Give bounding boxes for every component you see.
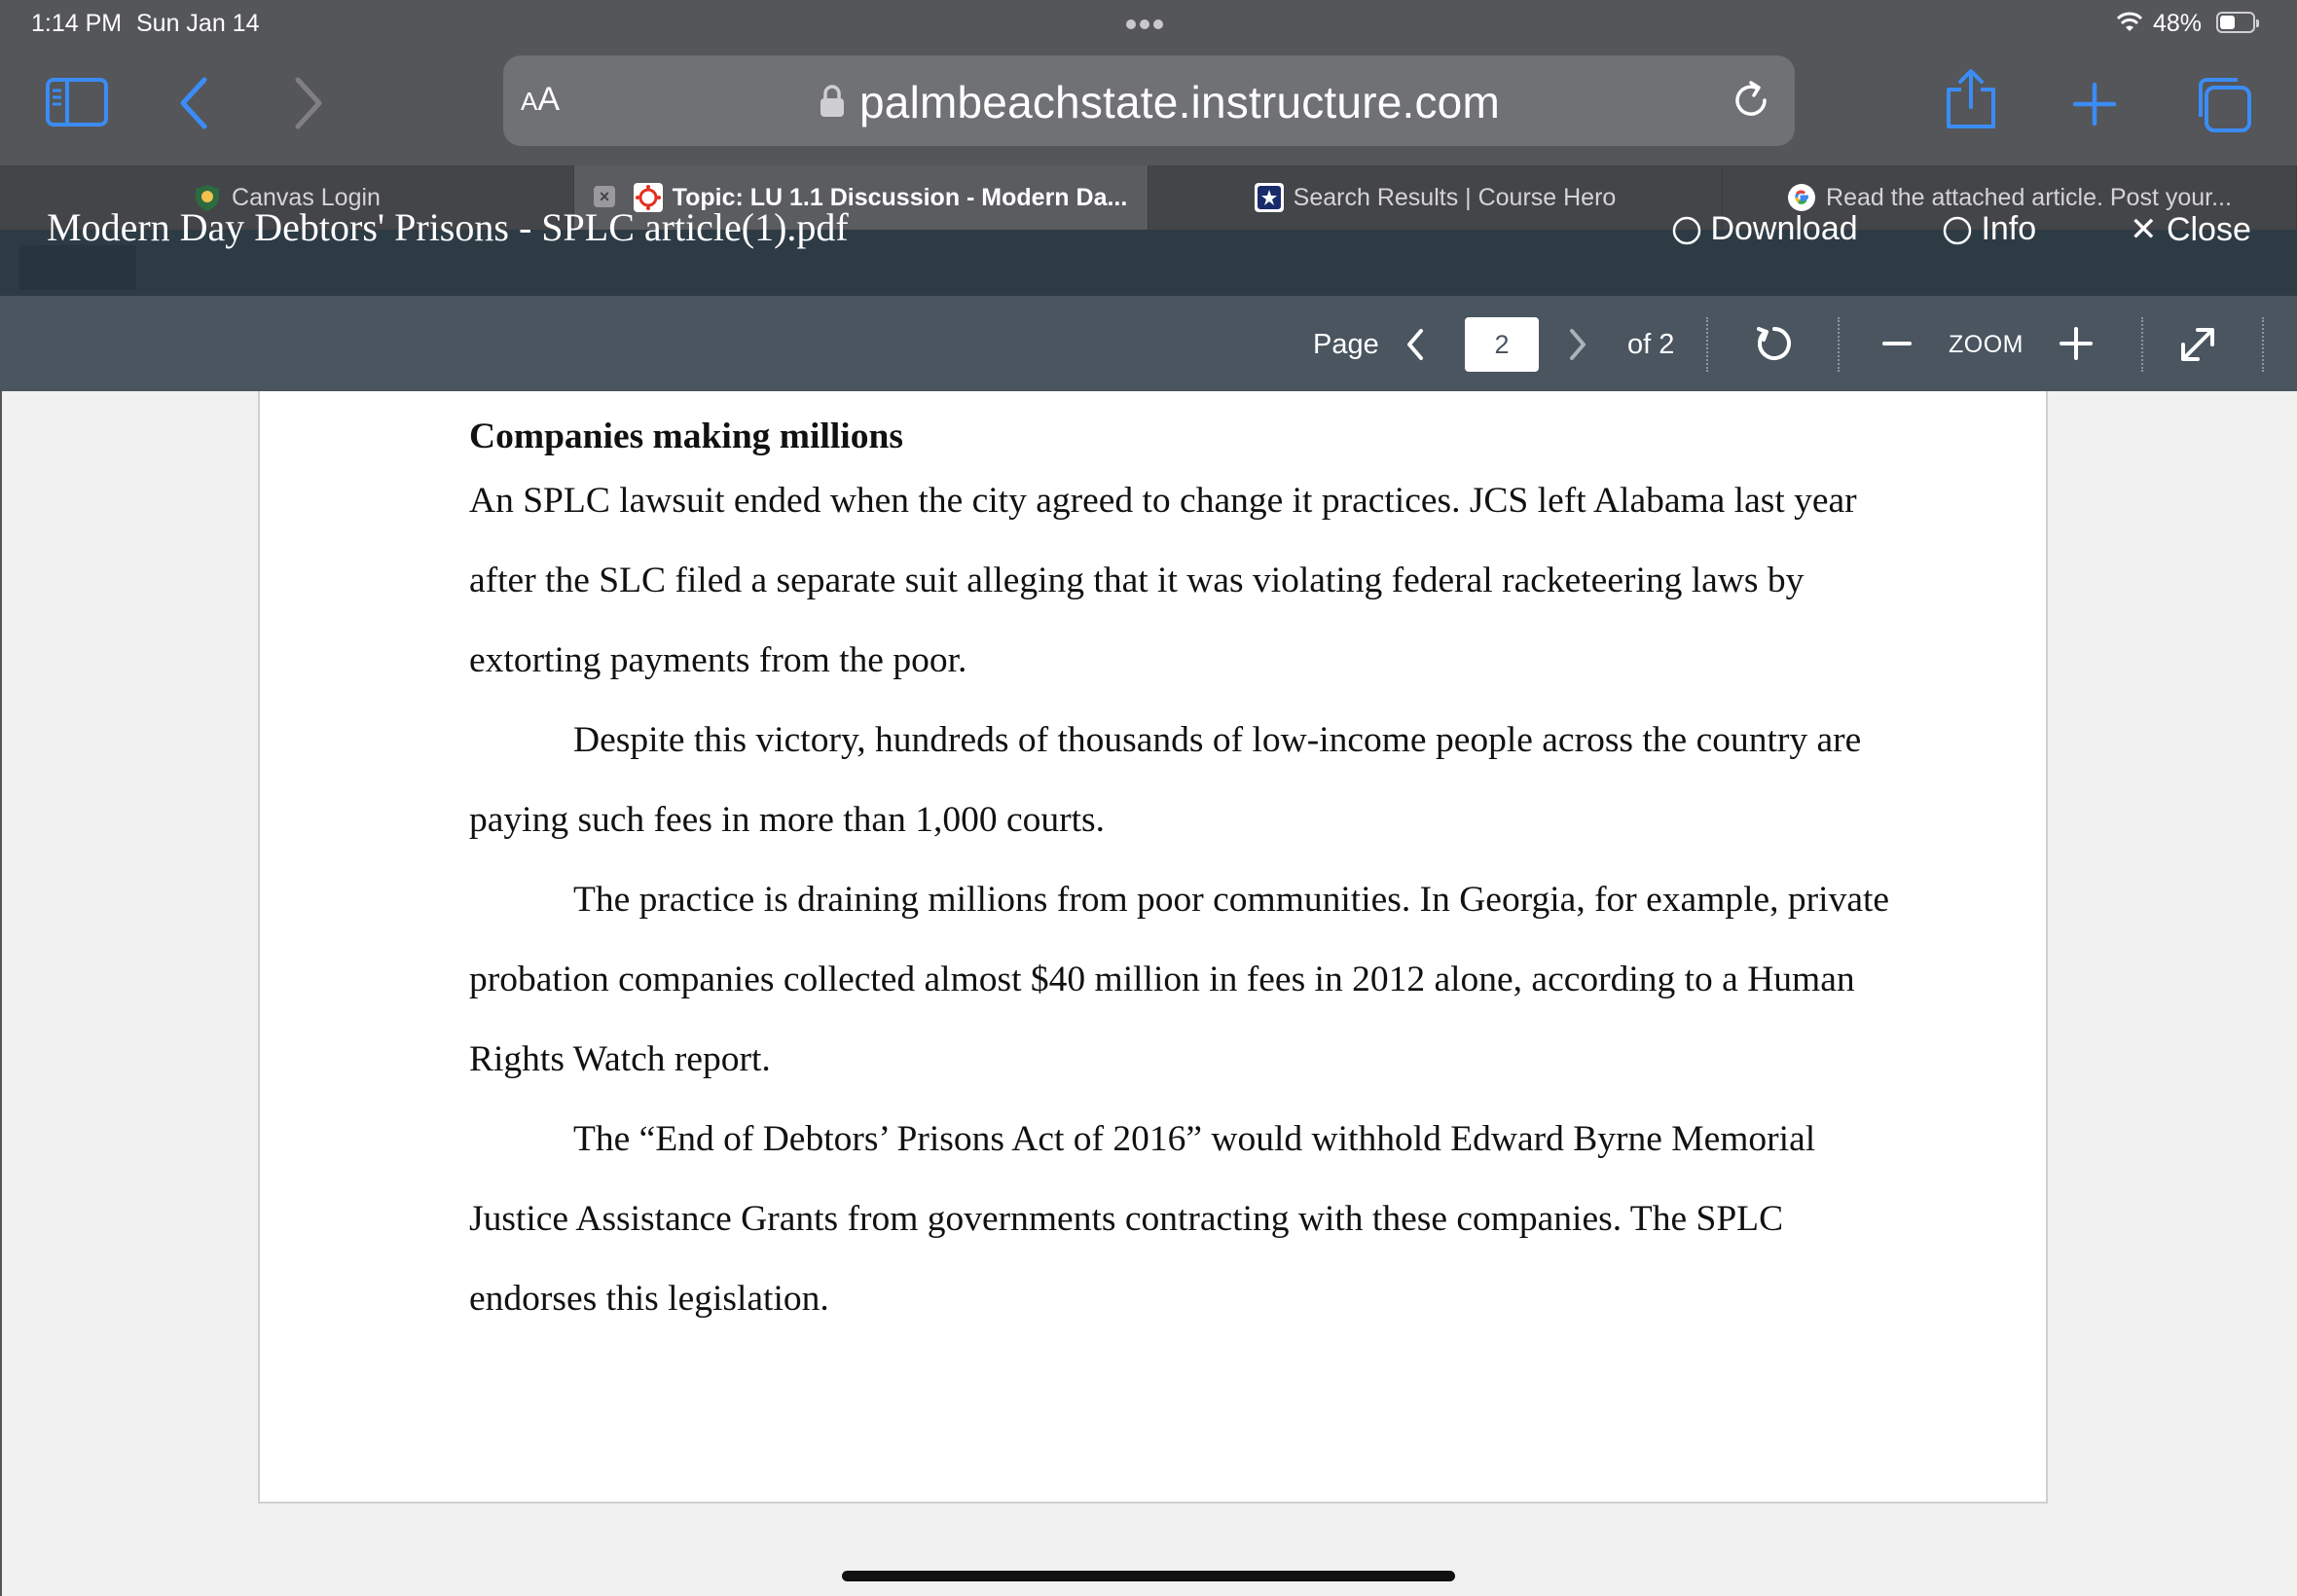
battery-percent: 48% xyxy=(2153,10,2203,37)
zoom-label: ZOOM xyxy=(1949,331,2024,358)
info-icon xyxy=(1943,216,1972,245)
paragraph: An SPLC lawsuit ended when the city agreed to change it practices. JCS left Alabama last year after the SLC filed a separate suit alleging that it was violating federal racketeering laws by extorting payments from the poor. xyxy=(469,481,1857,680)
close-label: Close xyxy=(2166,211,2251,248)
google-icon xyxy=(1787,183,1816,212)
next-page-icon[interactable] xyxy=(1564,325,1591,364)
download-label: Download xyxy=(1710,210,1858,247)
file-header xyxy=(0,205,2297,296)
toolbar-divider xyxy=(1706,317,1708,372)
paragraph: Despite this victory, hundreds of thousands of low-income people across the country are paying such fees in more than 1,000 courts. xyxy=(469,720,1862,840)
address-bar[interactable] xyxy=(503,55,1795,146)
page-count-label: of 2 xyxy=(1627,329,1675,360)
document-viewer[interactable] xyxy=(0,391,2297,1596)
section-heading: Companies making millions xyxy=(469,417,903,456)
zoom-in-icon[interactable] xyxy=(2058,323,2095,364)
multitasking-dots-icon[interactable] xyxy=(1126,17,1173,28)
battery-icon xyxy=(2216,12,2255,33)
file-thumbnail xyxy=(19,245,136,290)
pdf-toolbar xyxy=(0,296,2297,391)
lock-icon xyxy=(820,85,845,118)
toolbar-divider xyxy=(2141,317,2143,372)
tab-label: Read the attached article. Post your... xyxy=(1826,183,2232,211)
share-icon[interactable] xyxy=(1945,68,1997,130)
fullscreen-expand-icon[interactable] xyxy=(2178,325,2217,364)
close-button[interactable] xyxy=(2130,210,2251,249)
file-name: Modern Day Debtors' Prisons - SPLC article(1).pdf xyxy=(47,205,849,249)
tab-label: Canvas Login xyxy=(232,183,381,211)
page-number-input[interactable] xyxy=(1465,317,1539,372)
url-text[interactable]: palmbeachstate.instructure.com xyxy=(859,77,1500,127)
page-label: Page xyxy=(1313,329,1379,360)
info-label: Info xyxy=(1981,210,2037,247)
status-bar xyxy=(0,0,2297,47)
close-icon: ✕ xyxy=(2130,211,2158,248)
tab-label: Search Results | Course Hero xyxy=(1293,183,1617,211)
status-date: Sun Jan 14 xyxy=(136,10,260,37)
info-button[interactable] xyxy=(1943,210,2036,248)
tab-course-hero[interactable] xyxy=(1148,165,1723,230)
toolbar-divider xyxy=(1838,317,1840,372)
reload-icon[interactable] xyxy=(1730,79,1772,122)
toolbar-divider xyxy=(2262,317,2264,372)
new-tab-plus-icon[interactable] xyxy=(2071,81,2118,127)
home-indicator[interactable] xyxy=(842,1571,1455,1581)
download-icon xyxy=(1672,216,1701,245)
tabs-overview-icon[interactable] xyxy=(2193,74,2253,134)
download-button[interactable] xyxy=(1672,210,1858,248)
tab-label: Topic: LU 1.1 Discussion - Modern Da... xyxy=(672,183,1128,211)
paragraph: The practice is draining millions from poor communities. In Georgia, for example, private probation companies collected almost $40 million in fees in 2012 alone, according to a Human Rights Watch report. xyxy=(469,880,1890,1079)
pdf-page xyxy=(258,391,2048,1504)
battery-fill xyxy=(2220,16,2235,29)
text-size-button[interactable]: AA xyxy=(521,81,561,118)
rotate-icon[interactable] xyxy=(1754,323,1795,364)
wifi-icon xyxy=(2115,10,2144,33)
previous-page-icon[interactable] xyxy=(1402,325,1429,364)
sidebar-icon[interactable] xyxy=(46,78,108,128)
zoom-out-icon[interactable] xyxy=(1881,323,1913,364)
back-chevron-icon[interactable] xyxy=(177,76,212,130)
document-text xyxy=(469,413,1910,1339)
close-tab-icon[interactable]: × xyxy=(594,186,615,207)
course-hero-icon xyxy=(1255,183,1284,212)
browser-toolbar xyxy=(0,47,2297,165)
paragraph: The “End of Debtors’ Prisons Act of 2016” would withhold Edward Byrne Memorial Justice Assistance Grants from governments contracting with these companies. The SPLC endorses this legislation. xyxy=(469,1119,1816,1319)
status-time: 1:14 PM xyxy=(31,10,123,37)
forward-chevron-icon[interactable] xyxy=(290,76,325,130)
